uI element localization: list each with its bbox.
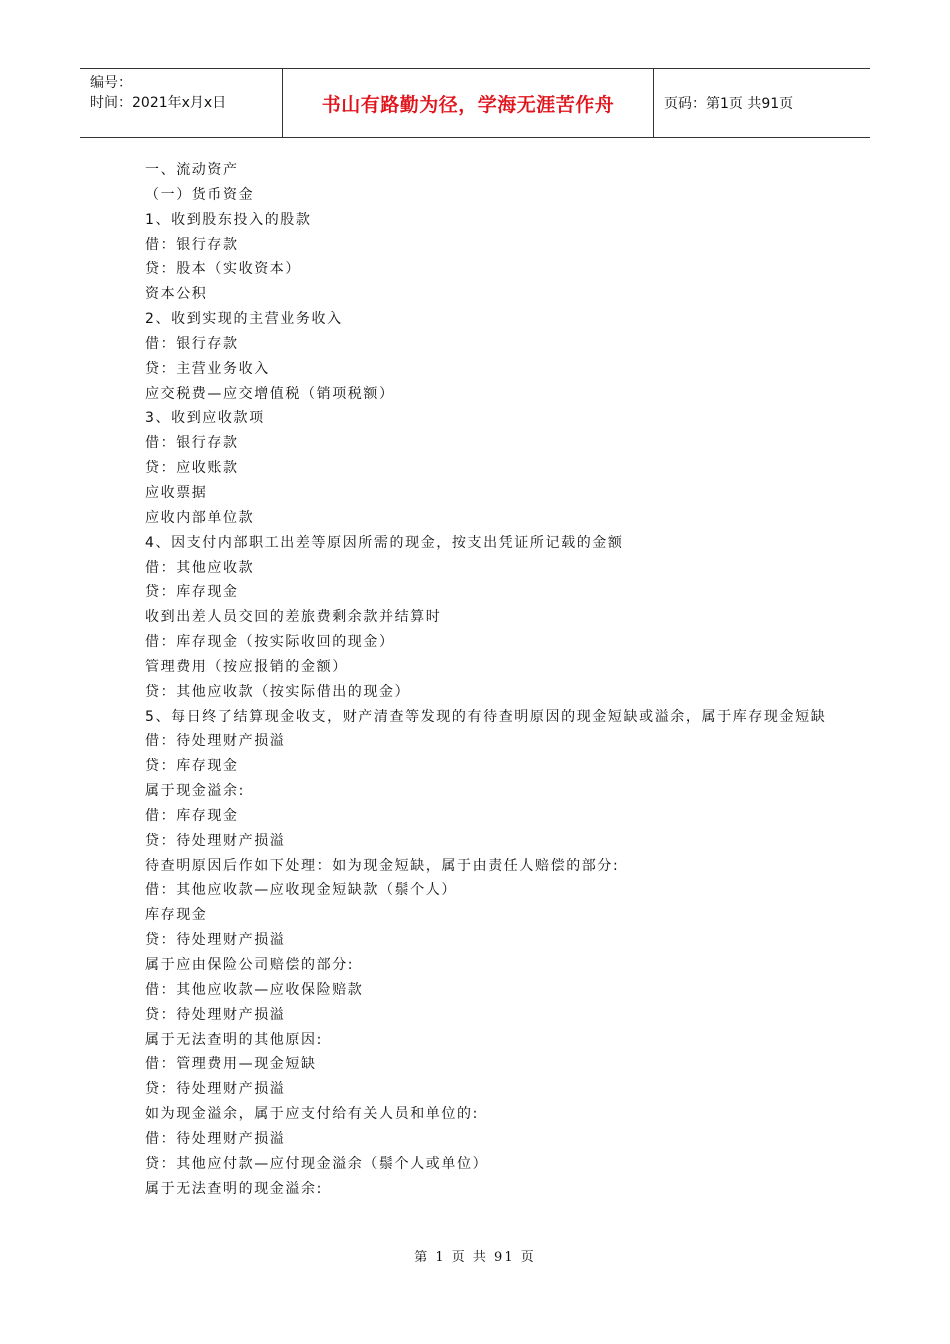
body-line: 应收内部单位款 — [145, 509, 255, 526]
body-line: 2、收到实现的主营业务收入 — [145, 311, 343, 328]
body-line: 贷：待处理财产损溢 — [145, 832, 286, 849]
body-line: 贷：库存现金 — [145, 758, 239, 775]
body-line: 管理费用（按应报销的金额） — [145, 658, 348, 675]
document-number-label: 编号： — [90, 75, 132, 91]
body-line: 贷：其他应收款（按实际借出的现金） — [145, 683, 411, 700]
body-line: 借：其他应收款—应收现金短缺款（鬃个人） — [145, 882, 457, 899]
body-line: 借：库存现金 — [145, 807, 239, 824]
body-line: 借：待处理财产损溢 — [145, 1130, 286, 1147]
body-line: 资本公积 — [145, 286, 208, 303]
body-line: 属于应由保险公司赔偿的部分: — [145, 957, 355, 973]
body-line: 贷：待处理财产损溢 — [145, 1081, 286, 1098]
body-line: 如为现金溢余，属于应支付给有关人员和单位的: — [145, 1106, 479, 1123]
body-line: 贷：其他应付款—应付现金溢余（鬃个人或单位） — [145, 1155, 489, 1172]
body-line: （一）货币资金 — [145, 186, 255, 203]
body-line: 5、每日终了结算现金收支，财产清查等发现的有待查明原因的现金短缺或溢余，属于库存现金短缺 — [145, 708, 827, 725]
body-line: 借：银行存款 — [145, 435, 239, 452]
body-line: 贷：待处理财产损溢 — [145, 1006, 286, 1023]
body-line: 借：银行存款 — [145, 335, 239, 352]
body-line: 属于现金溢余: — [145, 783, 245, 800]
body-line: 应收票据 — [145, 484, 208, 501]
body-line: 借：其他应收款—应收保险赔款 — [145, 981, 364, 998]
header-motto: 书山有路勤为径，学海无涯苦作舟 — [283, 69, 654, 137]
body-line: 借：银行存款 — [145, 236, 239, 253]
body-line: 一、流动资产 — [145, 162, 239, 178]
header-meta — [80, 69, 283, 137]
body-line: 收到出差人员交回的差旅费剩余款并结算时 — [145, 609, 442, 626]
header-page-code: 页码：第1页 共91页 — [664, 96, 794, 112]
body-line: 贷：主营业务收入 — [145, 360, 270, 377]
body-line: 借：待处理财产损溢 — [145, 733, 286, 750]
body-line: 1、收到股东投入的股款 — [145, 211, 312, 228]
document-time-label: 时间：2021年x月x日 — [90, 95, 227, 111]
body-line: 贷：应收账款 — [145, 460, 239, 477]
body-line: 库存现金 — [145, 907, 208, 924]
body-line: 3、收到应收款项 — [145, 410, 265, 427]
body-line: 属于无法查明的现金溢余: — [145, 1180, 323, 1197]
page-header — [80, 68, 870, 138]
body-line: 待查明原因后作如下处理：如为现金短缺，属于由责任人赔偿的部分: — [145, 857, 620, 874]
body-line: 借：其他应收款 — [145, 559, 255, 576]
document-body — [145, 158, 835, 1201]
body-line: 应交税费—应交增值税（销项税额） — [145, 385, 395, 402]
body-line: 属于无法查明的其他原因: — [145, 1031, 323, 1048]
body-line: 贷：库存现金 — [145, 584, 239, 601]
body-line: 借：库存现金（按实际收回的现金） — [145, 634, 395, 651]
body-line: 贷：股本（实收资本） — [145, 261, 301, 278]
body-line: 4、因支付内部职工出差等原因所需的现金，按支出凭证所记载的金额 — [145, 534, 624, 551]
body-line: 贷：待处理财产损溢 — [145, 932, 286, 949]
body-line: 借：管理费用—现金短缺 — [145, 1056, 317, 1073]
page-footer: 第 1 页 共 91 页 — [414, 1250, 536, 1265]
